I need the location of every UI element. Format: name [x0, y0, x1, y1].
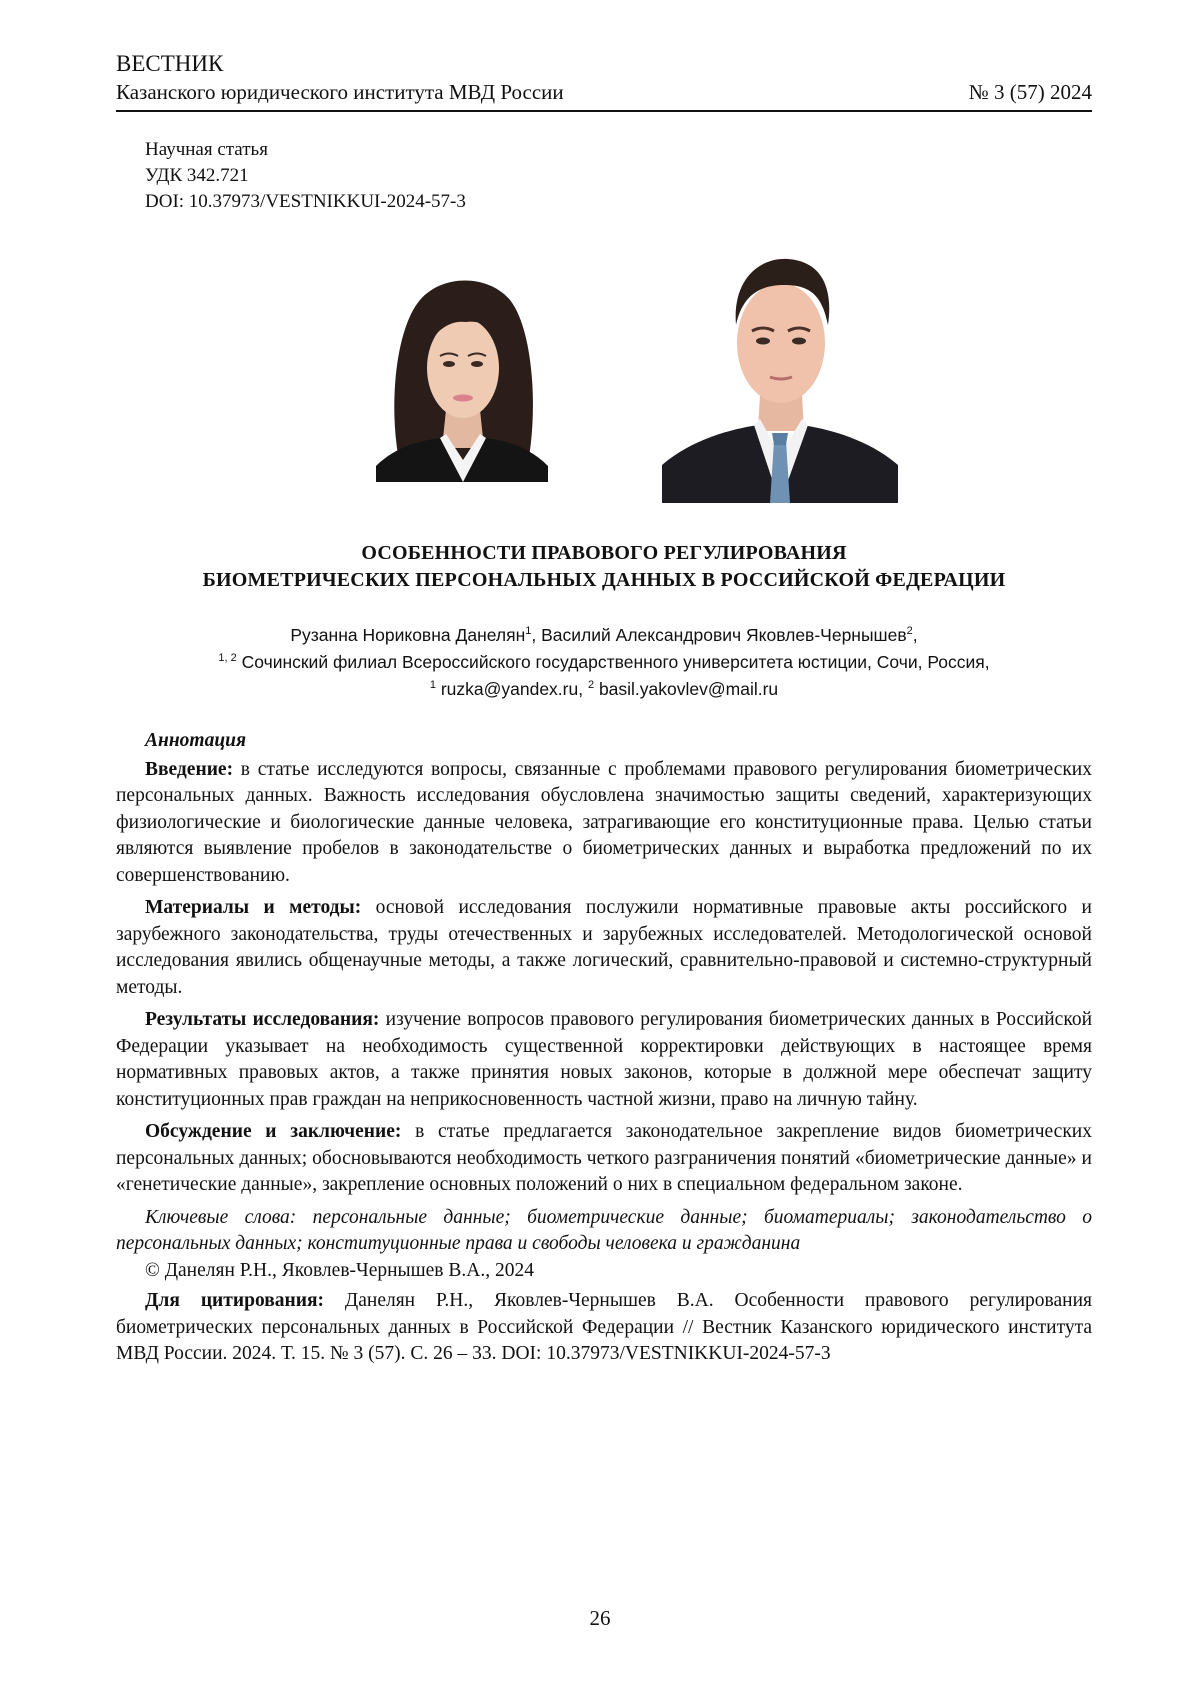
- doi: DOI: 10.37973/VESTNIKKUI-2024-57-3: [145, 191, 466, 212]
- author1-name: Рузанна Нориковна Данелян: [290, 625, 526, 645]
- author2-name: Василий Александрович Яковлев-Чернышев: [541, 625, 907, 645]
- author-names: [116, 622, 1092, 649]
- email2[interactable]: basil.yakovlev@mail.ru: [594, 679, 779, 699]
- article-title-line1: ОСОБЕННОСТИ ПРАВОВОГО РЕГУЛИРОВАНИЯ: [361, 542, 847, 564]
- journal-name: ВЕСТНИК: [116, 51, 224, 76]
- abstract: [116, 728, 1092, 1368]
- header-divider: [116, 110, 1092, 112]
- article-title-line2: БИОМЕТРИЧЕСКИХ ПЕРСОНАЛЬНЫХ ДАННЫХ В РОССИЙСКОЙ ФЕДЕРАЦИИ: [202, 569, 1006, 591]
- abstract-discussion: [116, 1119, 1092, 1199]
- page-number: 26: [589, 1606, 611, 1630]
- affiliation-sup: 1, 2: [218, 652, 237, 665]
- citation: [116, 1288, 1092, 1368]
- email1-sup: 1: [429, 679, 436, 692]
- abstract-heading: Аннотация: [145, 730, 247, 751]
- author1-sup: 1: [525, 625, 532, 638]
- affiliation: [116, 649, 1092, 676]
- abstract-introduction: [116, 757, 1092, 890]
- email2-sup: 2: [587, 679, 595, 692]
- udk-code: УДК 342.721: [145, 165, 249, 186]
- emails: [116, 676, 1092, 703]
- abstract-results: [116, 1007, 1092, 1113]
- authors-block: [116, 622, 1092, 703]
- affiliation-text: Сочинский филиал Всероссийского государственного университета юстиции, Сочи, Россия,: [236, 652, 990, 672]
- methods-text: основой исследования послужили нормативные правовые акты российского и зарубежного законодательства, труды отечественных и зарубежных исследователей. Методологической основой исследования явились общенаучные методы, а также логический, сравнительно-правовой и системно-структурный методы.: [116, 897, 1092, 998]
- methods-label: Материалы и методы:: [145, 897, 362, 918]
- author-end: ,: [912, 625, 918, 645]
- keywords: Ключевые слова: персональные данные; биометрические данные; биоматериалы; законодательство о персональных данных; конституционные права и свободы человека и гражданина: [116, 1206, 1092, 1254]
- intro-label: Введение:: [145, 758, 234, 780]
- author-separator: ,: [531, 625, 542, 645]
- article-type: Научная статья: [145, 139, 268, 160]
- journal-header: [116, 50, 1092, 106]
- issue-number: № 3 (57) 2024: [968, 80, 1092, 104]
- discussion-label: Обсуждение и заключение:: [145, 1121, 402, 1142]
- journal-subtitle: Казанского юридического института МВД России: [116, 80, 564, 104]
- journal-subtitle-row: [116, 78, 1092, 106]
- intro-text: в статье исследуются вопросы, связанные с проблемами правового регулирования биометрических персональных данных. Важность исследования обусловлена значимостью защиты сведений, характеризующих физиологические и биологические данные человека, затрагивающие его конституционные права. Целью статьи являются выявление пробелов в законодательстве о биометрических данных и выработка предложений по их совершенствованию.: [116, 758, 1092, 886]
- author2-sup: 2: [906, 625, 913, 638]
- results-label: Результаты исследования:: [145, 1009, 380, 1030]
- copyright: © Данелян Р.Н., Яковлев-Чернышев В.А., 2024: [145, 1259, 534, 1281]
- cite-label: Для цитирования:: [145, 1290, 325, 1311]
- female-author-portrait-icon: [376, 270, 548, 482]
- results-text: изучение вопросов правового регулирования биометрических данных в Российской Федерации указывает на необходимость существенной корректировки действующих в настоящее время нормативных правовых актов, а также принятия новых законов, которые в должной мере обеспечат защиту конституционных прав граждан на неприкосновенность частной жизни, право на личную тайну.: [116, 1009, 1093, 1110]
- article-title: [116, 540, 1092, 594]
- article-meta: [145, 137, 466, 215]
- email1[interactable]: ruzka@yandex.ru,: [435, 679, 588, 699]
- discussion-text: в статье предлагается законодательное закрепление видов биометрических персональных данных; обосновываются необходимость четкого разграничения понятий «биометрические данные» и «генетические данные», закрепление основных положений о них в специальном федеральном законе.: [116, 1121, 1092, 1195]
- male-author-portrait-icon: [662, 255, 898, 503]
- cite-text: Данелян Р.Н., Яковлев-Чернышев В.А. Особенности правового регулирования биометрических персональных данных в Российской Федерации // Вестник Казанского юридического института МВД России. 2024. Т. 15. № 3 (57). С. 26 – 33. DOI: 10.37973/VESTNIKKUI-2024-57-3: [116, 1290, 1092, 1364]
- abstract-methods: [116, 895, 1092, 1001]
